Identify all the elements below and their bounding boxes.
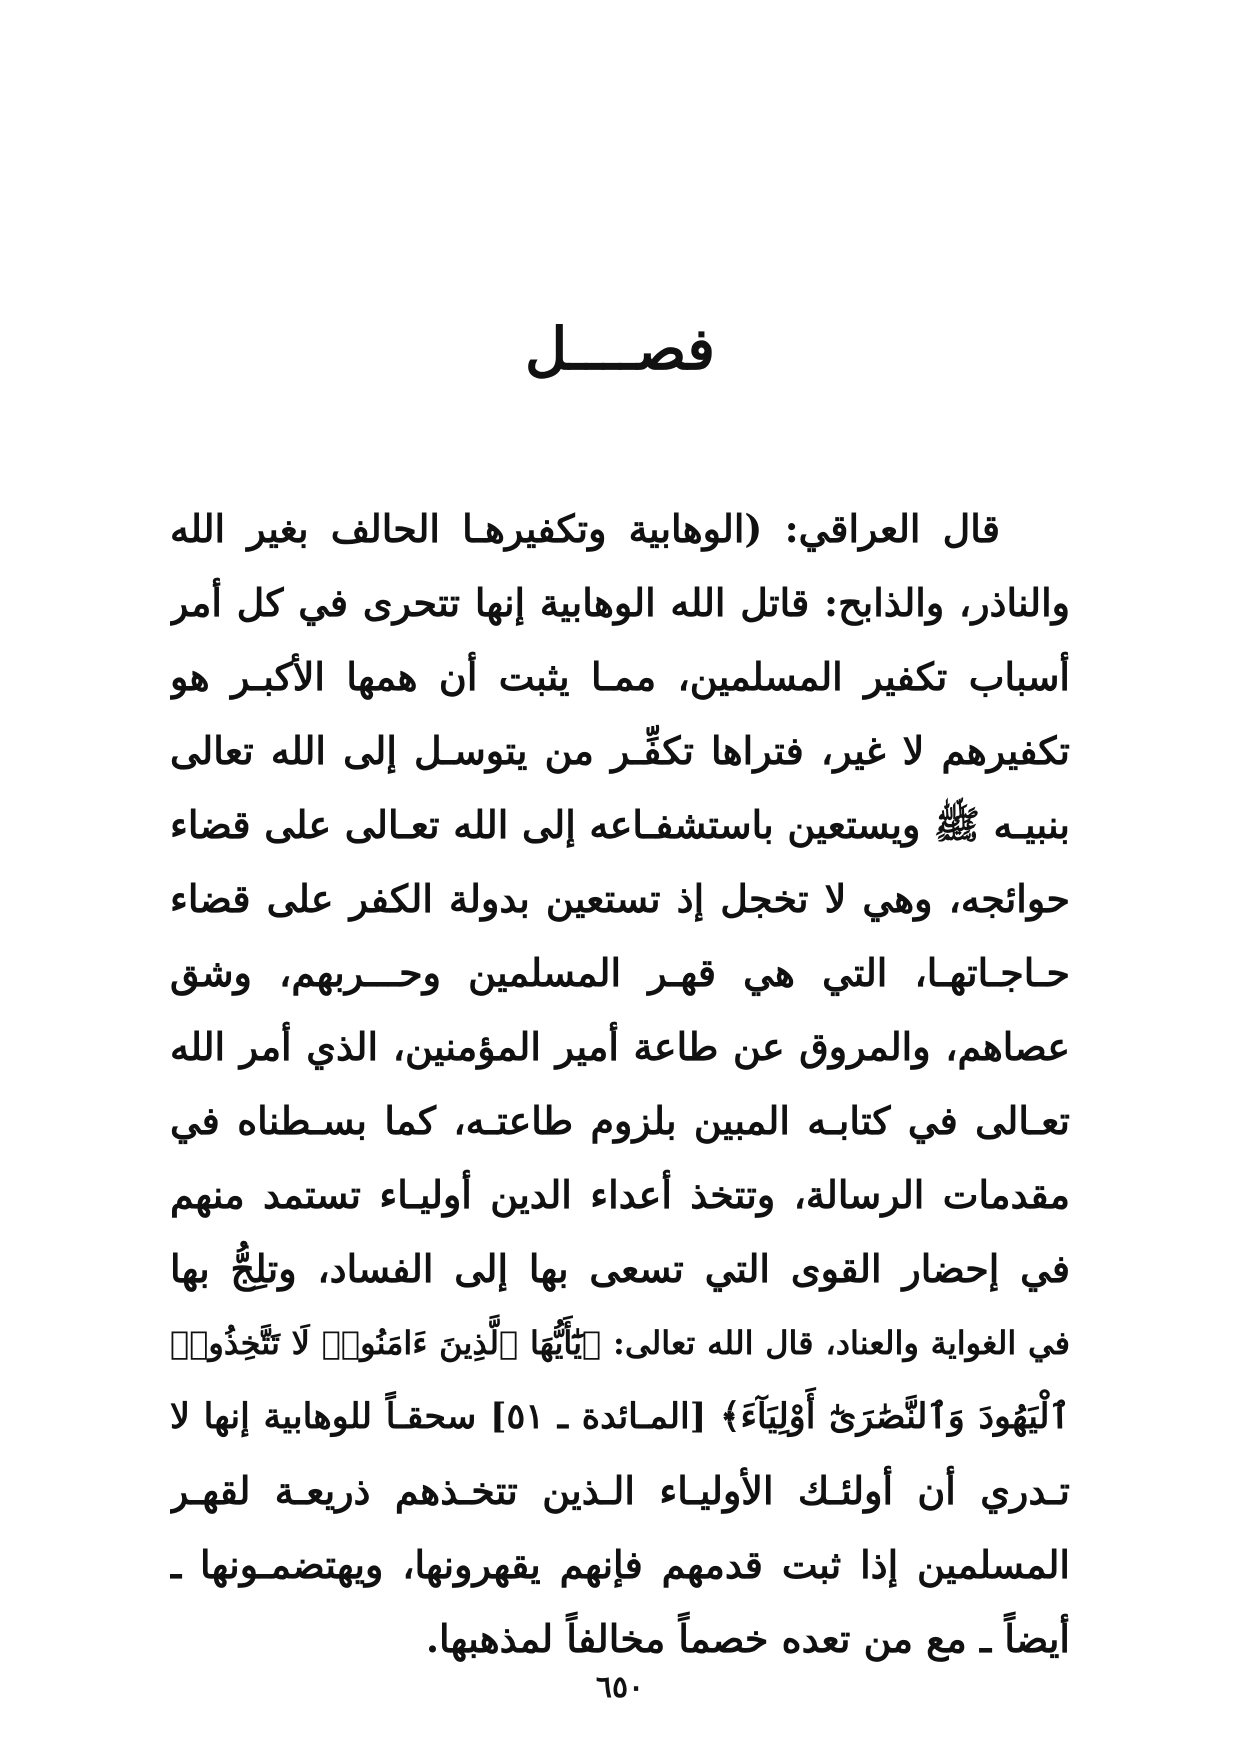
text-line: مقدمات الرسالة، وتتخذ أعداء الدين أوليـاء تستمد منهم: [170, 1172, 1070, 1217]
text-line-quran-start: في الغواية والعناد، قال الله تعالى: ﴿يَٰٓأَيُّهَا ٱلَّذِينَ ءَامَنُوا۟ لَا تَتَّخِذُوا۟: [170, 1324, 1070, 1362]
text-line: أسباب تكفير المسلمين، ممـا يثبت أن همها الأكبـر هو: [170, 654, 1070, 699]
page-number: ٦٥٠: [595, 1670, 645, 1705]
text-line: حوائجه، وهي لا تخجل إذ تستعين بدولة الكفر على قضاء: [170, 876, 1070, 921]
body-paragraph: [170, 492, 1070, 1676]
text-line: قال العراقي: (الوهابية وتكفيرهـا الحالف بغير الله: [170, 506, 1000, 551]
text-line: أيضاً ـ مع من تعده خصماً مخالفاً لمذهبها.: [425, 1616, 1070, 1661]
text-line: تكفيرهم لا غير، فتراها تكفِّـر من يتوسـل إلى الله تعالى: [170, 728, 1070, 773]
text-line: عصاهم، والمروق عن طاعة أمير المؤمنين، الذي أمر الله: [170, 1024, 1070, 1069]
text-line: تعـالى في كتابـه المبين بلزوم طاعتـه، كما بسـطناه في: [170, 1098, 1070, 1143]
text-line: تـدري أن أولئـك الأوليـاء الـذين تتخـذهم ذريعـة لقهـر: [170, 1468, 1070, 1513]
text-line: والناذر، والذابح: قاتل الله الوهابية إنها تتحرى في كل أمر: [170, 580, 1070, 625]
text-line: حـاجـاتهـا، التي هي قهـر المسلمين وحـــربهم، وشق: [170, 950, 1070, 995]
text-line: في إحضار القوى التي تسعى بها إلى الفساد، وتلِجُّ بها: [170, 1246, 1070, 1291]
chapter-heading: فصــــل: [525, 315, 715, 383]
text-line: بنبيـه ﷺ ويستعين باستشفـاعه إلى الله تعـالى على قضاء: [170, 802, 1070, 847]
text-line: المسلمين إذا ثبت قدمهم فإنهم يقهرونها، ويهتضمـونها ـ: [170, 1542, 1070, 1587]
text-line-quran-end: ٱلْيَهُودَ وَٱلنَّصَٰرَىٰٓ أَوْلِيَآءَ﴾ [المـائدة ـ ٥١] سحقـاً للوهابية إنها لا: [170, 1396, 1070, 1437]
